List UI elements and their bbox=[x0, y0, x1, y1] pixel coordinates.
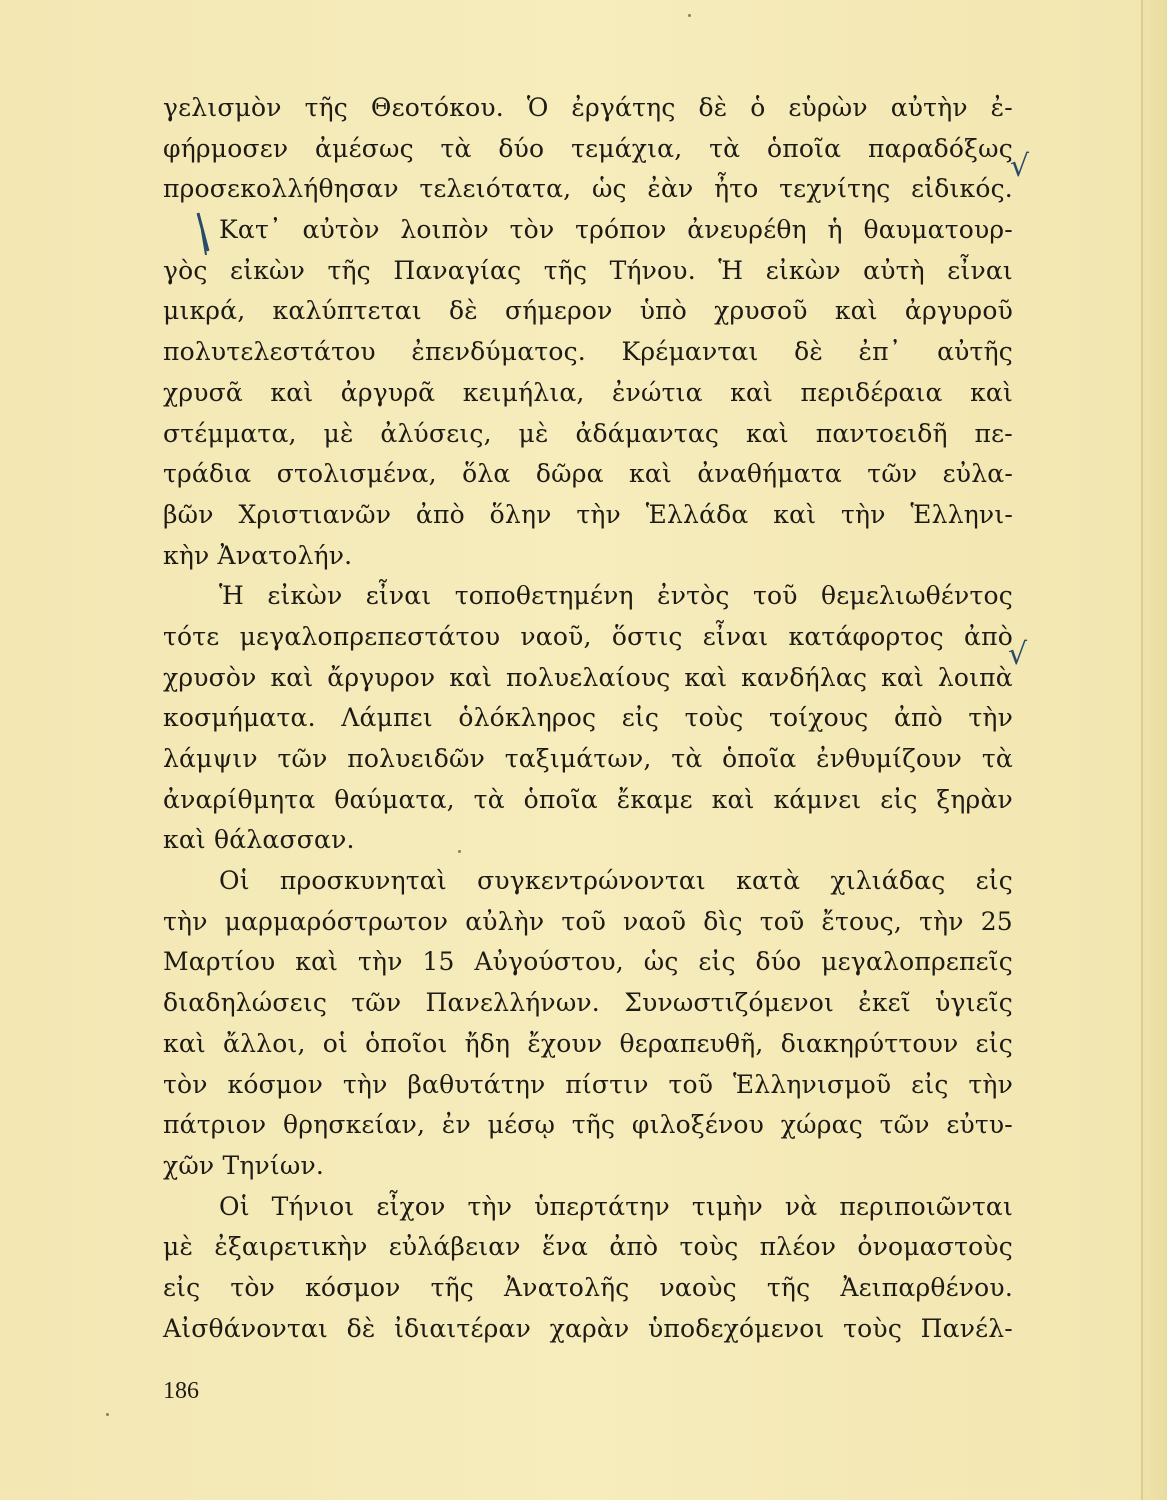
text-line: στέμματα, μὲ ἀλύσεις, μὲ ἀδάμαντας καὶ παντοειδῆ πε- bbox=[163, 418, 1013, 448]
text-line: τράδια στολισμένα, ὅλα δῶρα καὶ ἀναθήματα τῶν εὐλα- bbox=[163, 459, 1013, 489]
text-line: χρυσᾶ καὶ ἀργυρᾶ κειμήλια, ἐνώτια καὶ περιδέραια καὶ bbox=[163, 377, 1013, 407]
text-line: μὲ ἐξαιρετικὴν εὐλάβειαν ἕνα ἀπὸ τοὺς πλέον ὀνομαστοὺς bbox=[163, 1232, 1013, 1262]
text-line: πολυτελεστάτου ἐπενδύματος. Κρέμανται δὲ ἐπ᾽ αὐτῆς bbox=[163, 337, 1013, 367]
text-line: γὸς εἰκὼν τῆς Παναγίας τῆς Τήνου. Ἡ εἰκὼν αὐτὴ εἶναι bbox=[163, 255, 1013, 285]
text-line: πάτριον θρησκείαν, ἐν μέσῳ τῆς φιλοξένου χώρας τῶν εὐτυ- bbox=[163, 1110, 1013, 1140]
text-line: Κατ᾽ αὐτὸν λοιπὸν τὸν τρόπον ἀνευρέθη ἡ θαυματουρ- bbox=[219, 215, 1013, 245]
text-line: καὶ ἄλλοι, οἱ ὁποῖοι ἤδη ἔχουν θεραπευθῆ, διακηρύττουν εἰς bbox=[163, 1028, 1013, 1058]
body-text bbox=[163, 88, 1013, 1349]
text-line: μικρά, καλύπτεται δὲ σήμερον ὑπὸ χρυσοῦ καὶ ἀργυροῦ bbox=[163, 296, 1013, 326]
text-line: Αἰσθάνονται δὲ ἰδιαιτέραν χαρὰν ὑποδεχόμενοι τοὺς Πανέλ- bbox=[163, 1313, 1013, 1343]
text-line: χῶν Τηνίων. bbox=[163, 1150, 325, 1180]
text-line: προσεκολλήθησαν τελειότατα, ὡς ἐὰν ἦτο τεχνίτης εἰδικός. bbox=[163, 174, 1013, 204]
text-line: Μαρτίου καὶ τὴν 15 Αὐγούστου, ὡς εἰς δύο μεγαλοπρεπεῖς bbox=[163, 947, 1013, 977]
text-line: Οἱ προσκυνηταὶ συγκεντρώνονται κατὰ χιλιάδας εἰς bbox=[219, 866, 1013, 896]
text-line: διαδηλώσεις τῶν Πανελλήνων. Συνωστιζόμενοι ἐκεῖ ὑγιεῖς bbox=[163, 988, 1013, 1018]
text-line: ἀναρίθμητα θαύματα, τὰ ὁποῖα ἔκαμε καὶ κάμνει εἰς ξηρὰν bbox=[163, 784, 1013, 814]
margin-pen-mark-icon bbox=[196, 211, 210, 257]
text-line: κοσμήματα. Λάμπει ὁλόκληρος εἰς τοὺς τοίχους ἀπὸ τὴν bbox=[163, 703, 1013, 733]
text-line: τότε μεγαλοπρεπεστάτου ναοῦ, ὅστις εἶναι κατάφορτος ἀπὸ bbox=[163, 621, 1013, 651]
text-line: Ἡ εἰκὼν εἶναι τοποθετημένη ἐντὸς τοῦ θεμελιωθέντος bbox=[219, 581, 1013, 611]
margin-checkmark-2: √ bbox=[1008, 637, 1028, 672]
page-edge-shadow bbox=[1143, 0, 1167, 1500]
text-line: κὴν Ἀνατολήν. bbox=[163, 540, 353, 570]
text-line: Οἱ Τήνιοι εἶχον τὴν ὑπερτάτην τιμὴν νὰ περιποιῶνται bbox=[219, 1191, 1013, 1221]
text-line: εἰς τὸν κόσμον τῆς Ἀνατολῆς ναοὺς τῆς Ἀειπαρθένου. bbox=[163, 1272, 1013, 1302]
text-line: τὸν κόσμον τὴν βαθυτάτην πίστιν τοῦ Ἑλληνισμοῦ εἰς τὴν bbox=[163, 1069, 1013, 1099]
text-line: βῶν Χριστιανῶν ἀπὸ ὅλην τὴν Ἑλλάδα καὶ τὴν Ἑλληνι- bbox=[163, 499, 1013, 529]
page-edge-line bbox=[1141, 0, 1143, 1500]
paper-speck bbox=[688, 14, 691, 17]
text-line: λάμψιν τῶν πολυειδῶν ταξιμάτων, τὰ ὁποῖα ἐνθυμίζουν τὰ bbox=[163, 744, 1013, 773]
text-line: χρυσὸν καὶ ἄργυρον καὶ πολυελαίους καὶ κανδήλας καὶ λοιπὰ bbox=[163, 662, 1013, 692]
paper-speck bbox=[458, 850, 461, 853]
text-line: καὶ θάλασσαν. bbox=[163, 825, 355, 855]
page-number: 186 bbox=[163, 1378, 199, 1404]
text-line: γελισμὸν τῆς Θεοτόκου. Ὁ ἐργάτης δὲ ὁ εὑρὼν αὐτὴν ἐ- bbox=[163, 93, 1013, 122]
paper-speck bbox=[106, 1413, 109, 1416]
text-line: φήρμοσεν ἀμέσως τὰ δύο τεμάχια, τὰ ὁποῖα παραδόξως bbox=[163, 133, 1013, 163]
text-line: τὴν μαρμαρόστρωτον αὐλὴν τοῦ ναοῦ δὶς τοῦ ἔτους, τὴν 25 bbox=[163, 906, 1013, 936]
margin-checkmark: √ bbox=[1010, 149, 1030, 184]
